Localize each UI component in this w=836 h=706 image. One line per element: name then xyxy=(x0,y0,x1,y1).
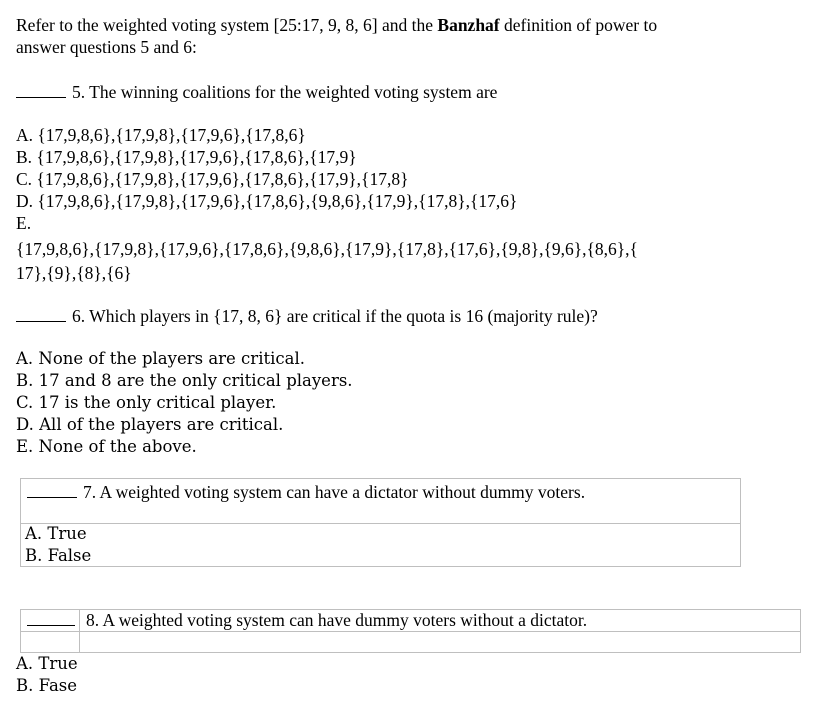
q8-row-divider xyxy=(21,631,800,632)
q5-option-e-line-1: {17,9,8,6},{17,9,8},{17,9,6},{17,8,6},{9,8,6},{17,9},{17,8},{17,6},{9,8},{9,6},{8,6},{ xyxy=(16,239,638,259)
question-8-prompt: 8. A weighted voting system can have dummy voters without a dictator. xyxy=(86,610,588,630)
intro-text-suffix: definition of power to xyxy=(499,15,658,35)
q5-option-e-label: E. xyxy=(16,213,32,233)
question-7-prompt: 7. A weighted voting system can have a dictator without dummy voters. xyxy=(83,482,586,502)
answer-blank-8[interactable] xyxy=(27,611,75,626)
q7-row-divider xyxy=(21,523,740,524)
q8-option-a: A. True xyxy=(16,654,78,673)
q6-option-b: B. 17 and 8 are the only critical players. xyxy=(16,371,353,390)
intro-line-2: answer questions 5 and 6: xyxy=(16,37,197,57)
answer-blank-7[interactable] xyxy=(27,483,77,498)
q7-option-b: B. False xyxy=(25,546,92,565)
q6-option-a: A. None of the players are critical. xyxy=(16,349,305,368)
intro-line-1 xyxy=(16,14,657,36)
question-8-blank-cell xyxy=(27,609,81,631)
q5-option-d: D. {17,9,8,6},{17,9,8},{17,9,6},{17,8,6},{9,8,6},{17,9},{17,8},{17,6} xyxy=(16,191,518,211)
question-5 xyxy=(16,81,497,103)
answer-blank-6[interactable] xyxy=(16,307,66,322)
answer-blank-5[interactable] xyxy=(16,83,66,98)
intro-text-prefix: Refer to the weighted voting system [25:17, 9, 8, 6] and the xyxy=(16,15,438,35)
q6-option-e: E. None of the above. xyxy=(16,437,197,456)
q6-option-d: D. All of the players are critical. xyxy=(16,415,284,434)
intro-text-bold: Banzhaf xyxy=(437,15,500,35)
q5-option-e-line-2: 17},{9},{8},{6} xyxy=(16,263,132,283)
q5-option-b: B. {17,9,8,6},{17,9,8},{17,9,6},{17,8,6},{17,9} xyxy=(16,147,357,167)
question-8-table xyxy=(20,609,801,653)
q5-option-a: A. {17,9,8,6},{17,9,8},{17,9,6},{17,8,6} xyxy=(16,125,306,145)
question-5-prompt: 5. The winning coalitions for the weighted voting system are xyxy=(72,82,498,102)
q8-option-b: B. Fase xyxy=(16,676,78,695)
question-6 xyxy=(16,305,598,327)
question-7-table xyxy=(20,478,741,567)
q6-option-c: C. 17 is the only critical player. xyxy=(16,393,277,412)
q7-option-a: A. True xyxy=(25,524,87,543)
question-6-prompt: 6. Which players in {17, 8, 6} are critical if the quota is 16 (majority rule)? xyxy=(72,306,598,326)
question-7 xyxy=(27,481,585,503)
q5-option-c: C. {17,9,8,6},{17,9,8},{17,9,6},{17,8,6},{17,9},{17,8} xyxy=(16,169,409,189)
